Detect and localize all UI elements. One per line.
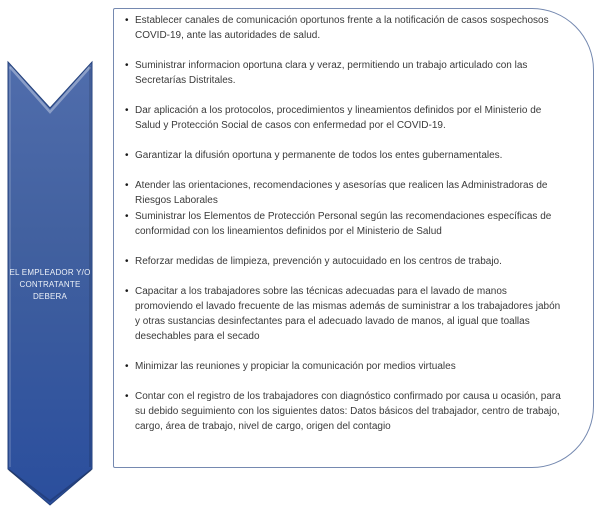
rounded-content-box[interactable] [113,8,594,468]
bullet-marker: • [125,150,129,161]
arrow-label-line-1: EL EMPLEADOR Y/O [9,268,91,277]
bullet-marker: • [125,391,129,402]
bullet-text: Dar aplicación a los protocolos, procedimientos y lineamientos definidos por el Ministerio de Salud y Protección Social de casos con enfermedad por el COVID-19. [135,105,542,131]
down-arrow-shape[interactable] [0,0,110,520]
bullet-item [125,209,567,239]
bullet-marker: • [125,180,129,191]
bullet-marker: • [125,361,129,372]
bullet-text: Atender las orientaciones, recomendaciones y asesorías que realicen las Administradoras de Riesgos Laborales [135,180,548,206]
bullet-marker: • [125,60,129,71]
bullet-text: Suministrar los Elementos de Protección Personal según las recomendaciones específicas de conformidad con los lineamientos definidos por el Ministerio de Salud [135,211,552,237]
bullet-text: Reforzar medidas de limpieza, prevención y autocuidado en los centros de trabajo. [135,256,502,267]
bullet-item [125,13,567,43]
bullet-text: Establecer canales de comunicación oportunos frente a la notificación de casos sospechosos COVID-19, ante las autoridades de salud. [135,15,549,41]
bullet-item [125,284,567,344]
bullet-item [125,359,567,374]
bullet-item [125,254,567,269]
down-arrow-icon [0,0,110,520]
bullet-text: Capacitar a los trabajadores sobre las técnicas adecuadas para el lavado de manos promoviendo el lavado frecuente de las mismas además de suministrar a los trabajadores jabón y otras sustancias desinfectantes para el adecuado lavado de manos, al igual que toallas desechables para el secado [135,286,561,342]
arrow-label [4,267,96,303]
bullet-text: Minimizar las reuniones y propiciar la comunicación por medios virtuales [135,361,456,372]
bullet-text: Contar con el registro de los trabajadores con diagnóstico confirmado por causa u ocasión, para su debido seguimiento con los siguientes datos: Datos básicos del trabajador, centro de trabajo, cargo, área de trabajo, nivel de cargo, origen del contagio [135,391,561,432]
bullet-item [125,148,567,163]
bullet-item [125,103,567,133]
bullet-marker: • [125,15,129,26]
bullet-item [125,58,567,88]
bullet-text: Garantizar la difusión oportuna y permanente de todos los entes gubernamentales. [135,150,503,161]
bullet-marker: • [125,211,129,222]
bullet-marker: • [125,286,129,297]
arrow-label-line-2: CONTRATANTE [19,280,81,289]
bullet-text: Suministrar informacion oportuna clara y veraz, permitiendo un trabajo articulado con las Secretarías Distritales. [135,60,528,86]
bullet-item [125,389,567,434]
bullet-item [125,178,567,208]
bullet-marker: • [125,105,129,116]
arrow-label-line-3: DEBERA [32,292,68,301]
bullet-marker: • [125,256,129,267]
